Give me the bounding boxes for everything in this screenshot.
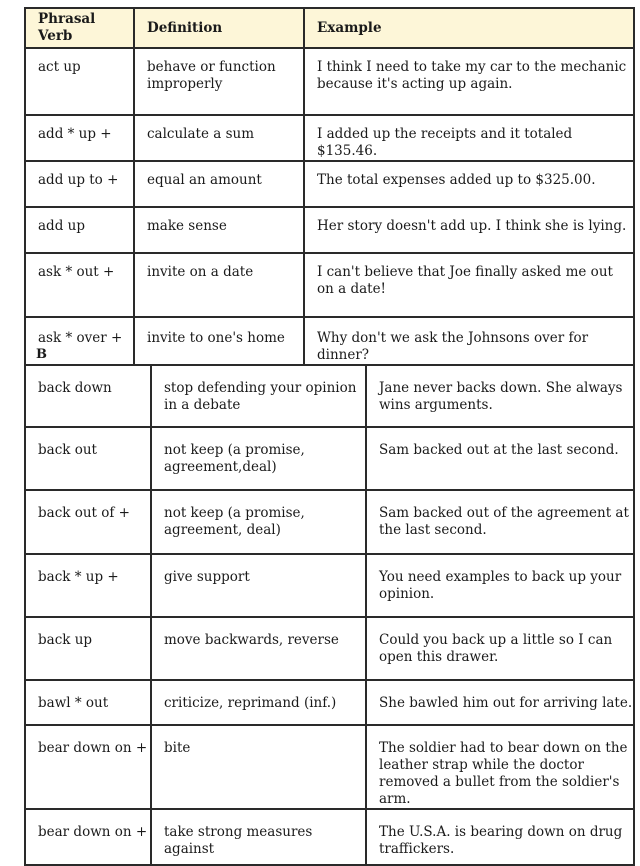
phrasal-verb-cell: back up — [25, 617, 151, 680]
example-cell: You need examples to back up your opinion. — [366, 554, 634, 617]
phrasal-verb-cell: back out — [25, 427, 151, 490]
example-cell: Could you back up a little so I can open this drawer. — [366, 617, 634, 680]
phrasal-verbs-table-a — [24, 7, 635, 366]
table-row — [25, 365, 634, 427]
example-cell: Her story doesn't add up. I think she is lying. — [304, 207, 634, 253]
header-phrasal-verb: Phrasal Verb — [25, 8, 134, 48]
definition-cell: not keep (a promise, agreement,deal) — [151, 427, 366, 490]
phrasal-verb-cell: back out of + — [25, 490, 151, 554]
definition-cell: give support — [151, 554, 366, 617]
table-row — [25, 317, 634, 365]
phrasal-verb-cell: back * up + — [25, 554, 151, 617]
section-b-label: B — [36, 347, 47, 362]
phrasal-verb-cell: act up — [25, 48, 134, 115]
phrasal-verbs-table-b — [24, 364, 635, 866]
example-cell: I think I need to take my car to the mechanic because it's acting up again. — [304, 48, 634, 115]
definition-cell: behave or function improperly — [134, 48, 304, 115]
definition-cell: criticize, reprimand (inf.) — [151, 680, 366, 725]
example-cell: I can't believe that Joe finally asked me out on a date! — [304, 253, 634, 317]
table-row — [25, 161, 634, 207]
example-cell: She bawled him out for arriving late. — [366, 680, 634, 725]
table-row — [25, 115, 634, 161]
table-row — [25, 725, 634, 809]
definition-cell: calculate a sum — [134, 115, 304, 161]
phrasal-verb-cell: ask * out + — [25, 253, 134, 317]
table-row — [25, 427, 634, 490]
header-definition: Definition — [134, 8, 304, 48]
phrasal-verb-cell: bear down on + — [25, 809, 151, 865]
header-example: Example — [304, 8, 634, 48]
example-cell: I added up the receipts and it totaled $135.46. — [304, 115, 634, 161]
example-cell: Jane never backs down. She always wins arguments. — [366, 365, 634, 427]
table-row — [25, 680, 634, 725]
definition-cell: take strong measures against — [151, 809, 366, 865]
phrasal-verb-cell: add * up + — [25, 115, 134, 161]
table-row — [25, 48, 634, 115]
example-cell: Sam backed out at the last second. — [366, 427, 634, 490]
table-row — [25, 809, 634, 865]
example-cell: The U.S.A. is bearing down on drug traffickers. — [366, 809, 634, 865]
definition-cell: invite to one's home — [134, 317, 304, 365]
definition-cell: bite — [151, 725, 366, 809]
definition-cell: invite on a date — [134, 253, 304, 317]
table-row — [25, 253, 634, 317]
table-row — [25, 490, 634, 554]
phrasal-verb-cell: add up to + — [25, 161, 134, 207]
definition-cell: not keep (a promise, agreement, deal) — [151, 490, 366, 554]
phrasal-verb-cell: add up — [25, 207, 134, 253]
definition-cell: move backwards, reverse — [151, 617, 366, 680]
table-row — [25, 617, 634, 680]
table-row — [25, 207, 634, 253]
definition-cell: stop defending your opinion in a debate — [151, 365, 366, 427]
example-cell: Sam backed out of the agreement at the last second. — [366, 490, 634, 554]
example-cell: The total expenses added up to $325.00. — [304, 161, 634, 207]
phrasal-verb-cell: bawl * out — [25, 680, 151, 725]
example-cell: The soldier had to bear down on the leather strap while the doctor removed a bullet from the soldier's arm. — [366, 725, 634, 809]
definition-cell: make sense — [134, 207, 304, 253]
example-cell: Why don't we ask the Johnsons over for dinner? — [304, 317, 634, 365]
definition-cell: equal an amount — [134, 161, 304, 207]
phrasal-verb-cell: ask * over + — [25, 317, 134, 365]
header-row — [25, 8, 634, 48]
phrasal-verb-cell: bear down on + — [25, 725, 151, 809]
phrasal-verb-cell: back down — [25, 365, 151, 427]
table-row — [25, 554, 634, 617]
